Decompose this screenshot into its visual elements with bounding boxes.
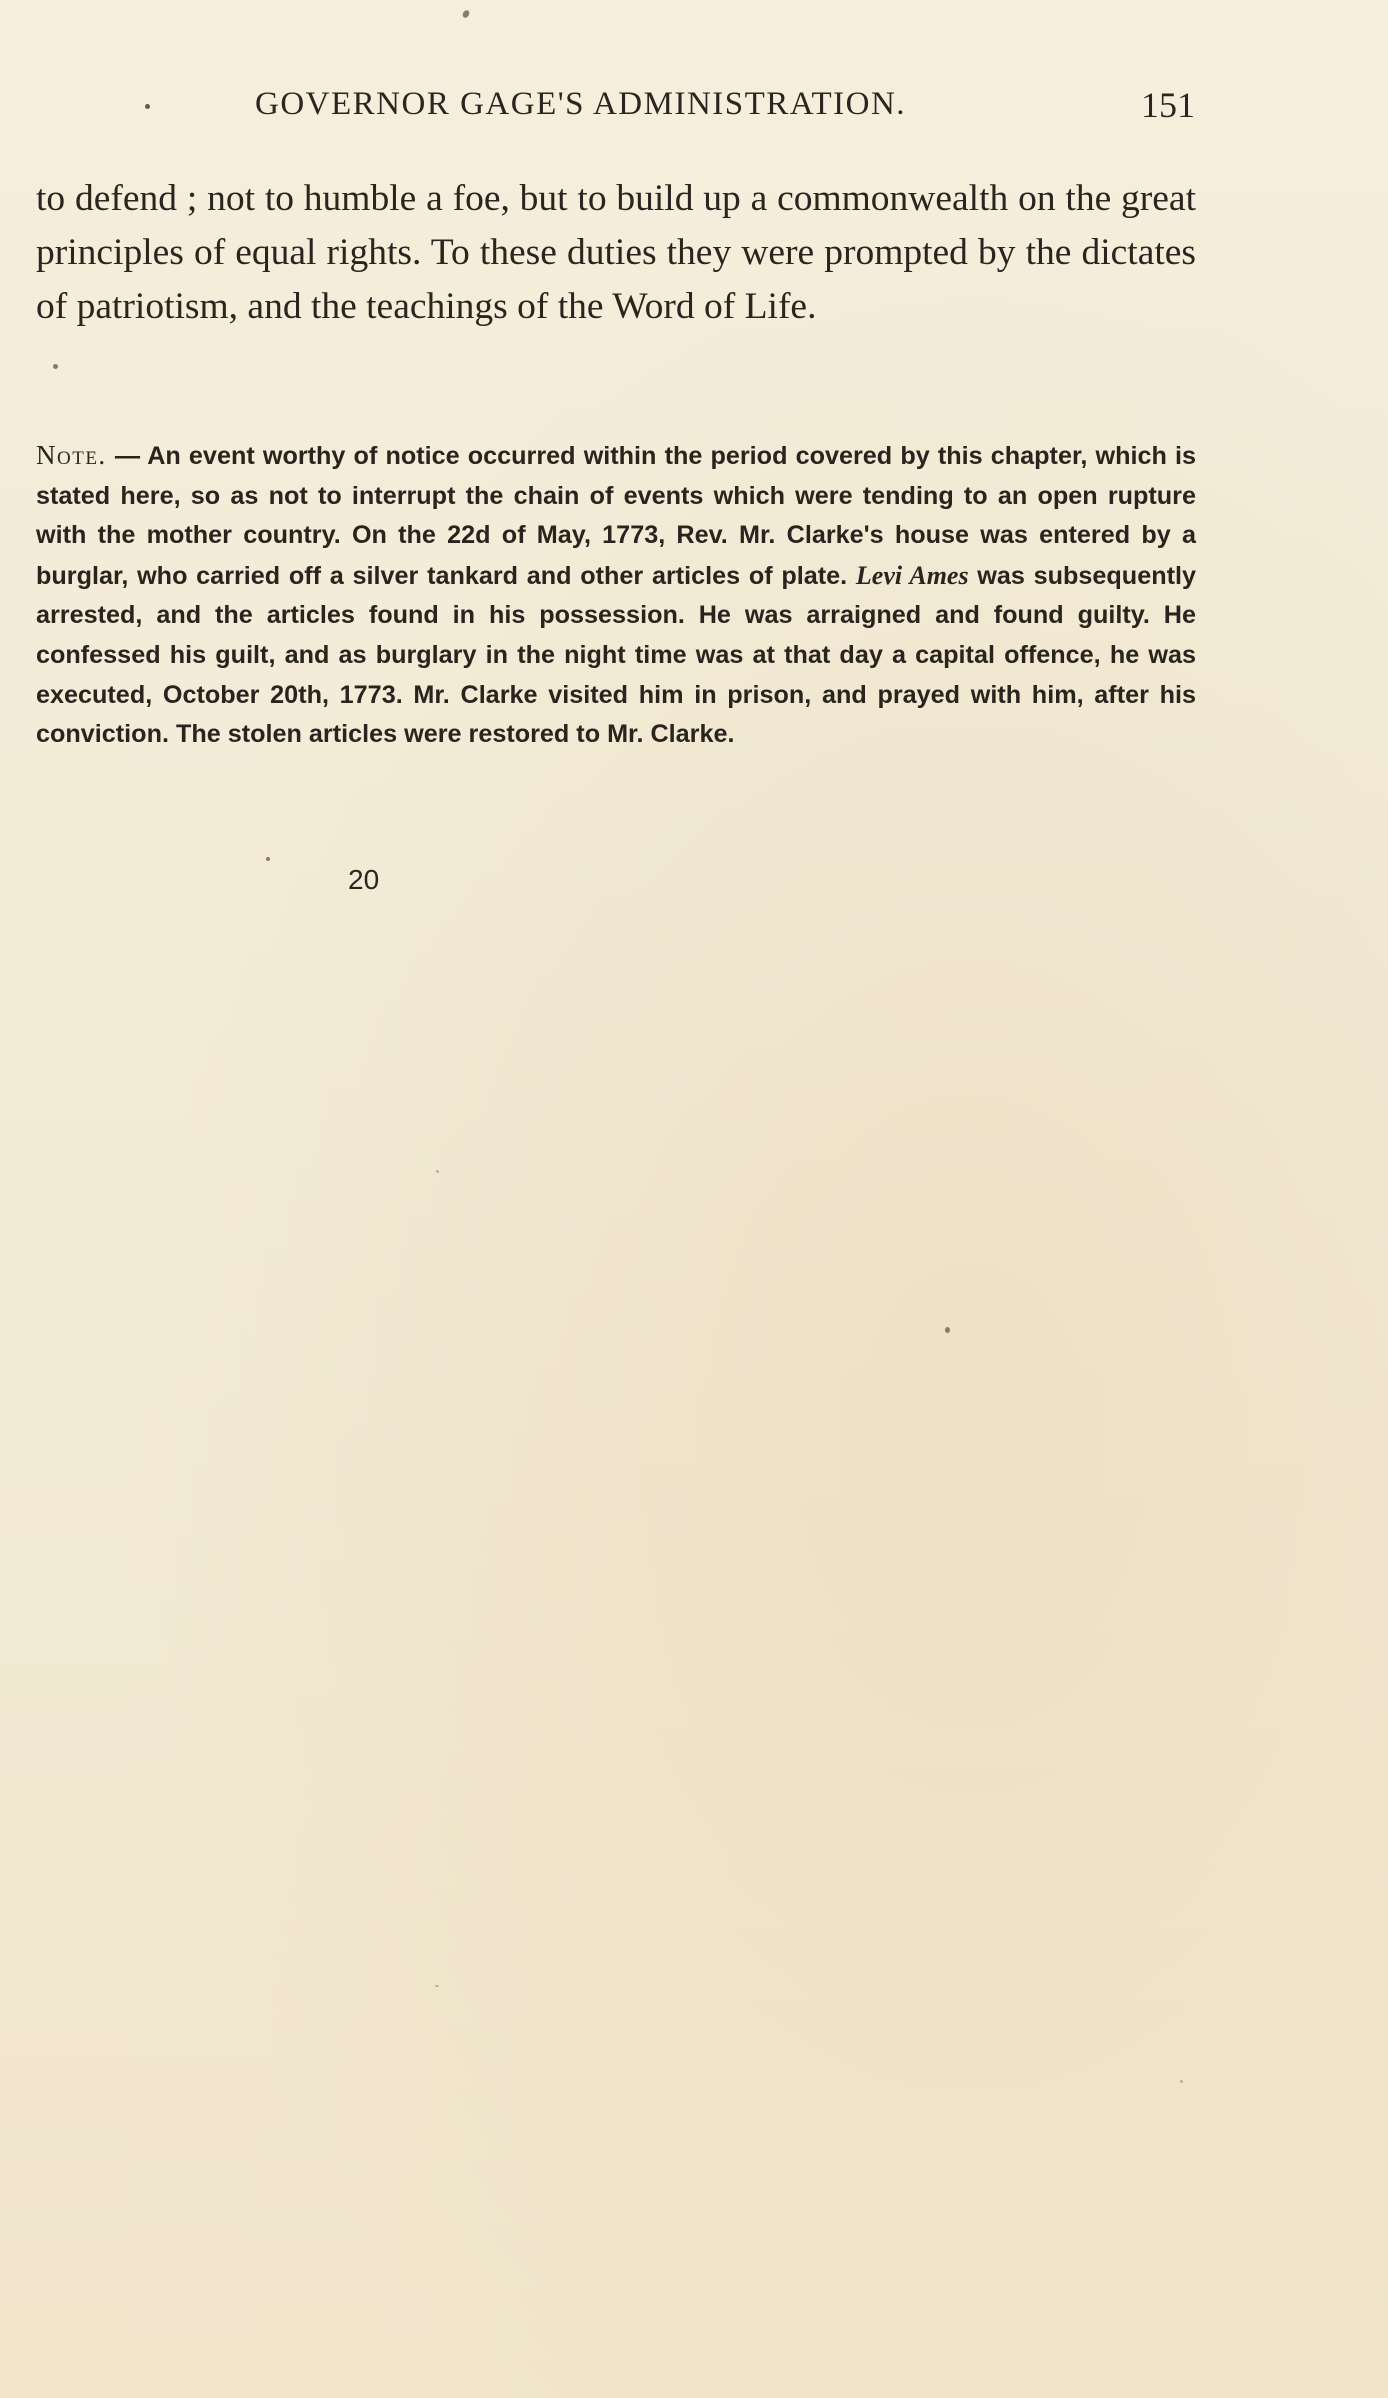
header-speck bbox=[145, 104, 150, 109]
note-name: Levi Ames bbox=[855, 560, 969, 590]
running-title: GOVERNOR GAGE'S ADMINISTRATION. bbox=[255, 86, 907, 122]
note-dash: — bbox=[106, 442, 148, 470]
paper-speck bbox=[266, 857, 270, 861]
note-text-after-name: was subsequently arrested, and the articles found in his possession. He was arraigned and found guilty. He confessed his guilt, and as burglary in the night time was at that day a capital offence, he was executed, October 20th, 1773. Mr. Clarke visited him in prison, and prayed with him, after his conviction. The stolen articles were restored to Mr. Clarke. bbox=[36, 561, 1196, 749]
footnote bbox=[36, 436, 1196, 755]
paper-speck bbox=[435, 1985, 439, 1987]
note-label: Note. bbox=[36, 440, 107, 470]
paper-speck bbox=[53, 364, 58, 369]
signature-mark: 20 bbox=[348, 864, 380, 895]
paper-speck bbox=[945, 1327, 950, 1333]
paper-speck bbox=[436, 1170, 439, 1173]
body-paragraph: to defend ; not to humble a foe, but to build up a commonwealth on the great principles of equal rights. To these duties they were prompted by the dictates of patriotism, and the teachings of the Word of Life. bbox=[36, 178, 1196, 327]
paper-speck bbox=[461, 9, 470, 19]
running-header bbox=[255, 86, 1195, 136]
note-text-before-name: An event worthy of notice occurred within the period covered by this chapter, which is stated here, so as not to interrupt the chain of events which were tending to an open rupture with the mother country. On the 22d of May, 1773, Rev. Mr. Clarke's house was entered by a burglar, who carried off a silver tankard and other articles of plate. bbox=[36, 442, 1197, 590]
paper-speck bbox=[1180, 2080, 1183, 2083]
page-number: 151 bbox=[1141, 85, 1195, 125]
